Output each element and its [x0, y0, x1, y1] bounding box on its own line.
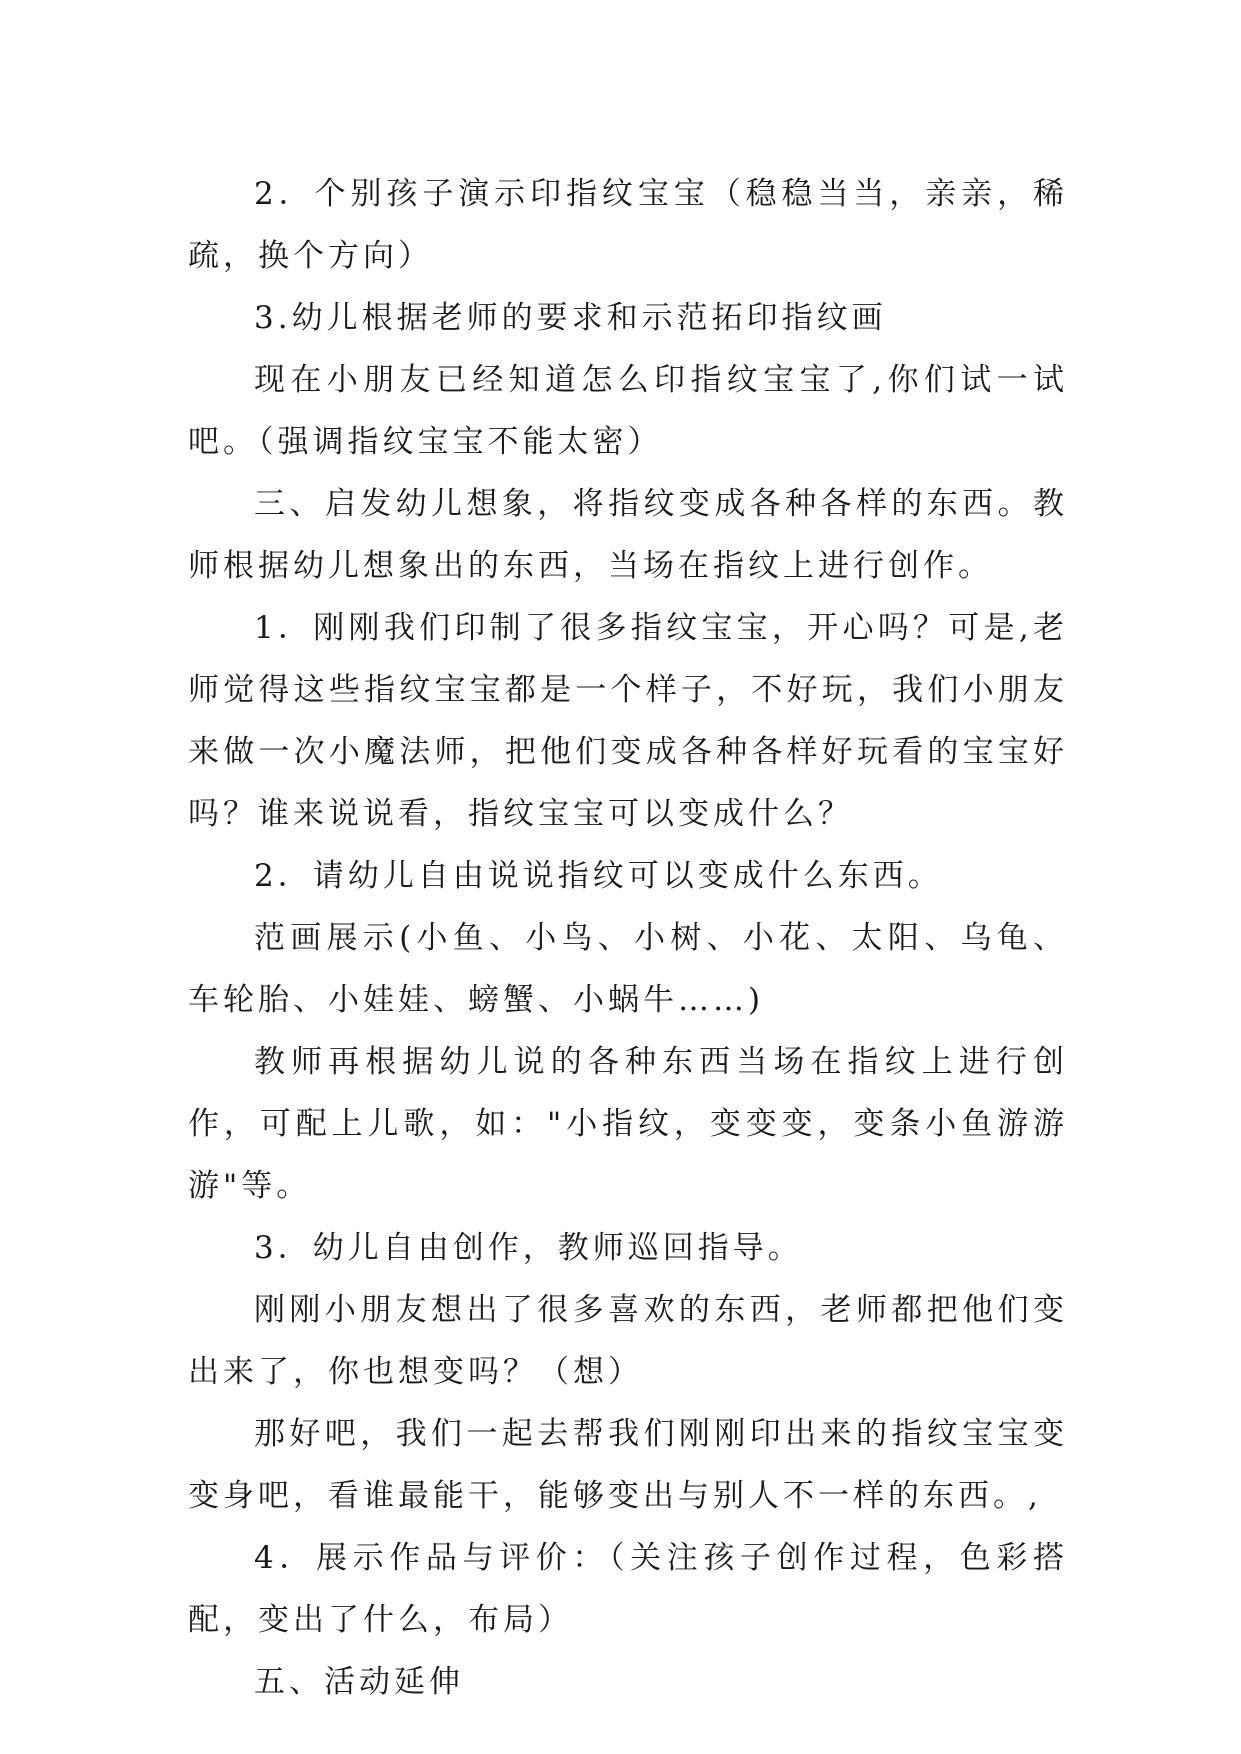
- paragraph: 3.幼儿根据老师的要求和示范拓印指纹画: [254, 300, 887, 336]
- paragraph: 2．个别孩子演示印指纹宝宝（稳稳当当，亲亲，稀疏，换个方向）: [188, 176, 1068, 274]
- paragraph: 1．刚刚我们印制了很多指纹宝宝，开心吗？可是,老师觉得这些指纹宝宝都是一个样子，不好玩，我们小朋友来做一次小魔法师，把他们变成各种各样好玩看的宝宝好吗？谁来说说看，指纹宝宝可以变成什么？: [188, 610, 1068, 832]
- paragraph: 五、活动延伸: [254, 1664, 464, 1700]
- paragraph: 范画展示(小鱼、小鸟、小树、小花、太阳、乌龟、车轮胎、小娃娃、螃蟹、小蜗牛……): [188, 920, 1068, 1018]
- document-body: [188, 163, 1068, 1713]
- paragraph: 3．幼儿自由创作，教师巡回指导。: [254, 1230, 803, 1266]
- paragraph: 4．展示作品与评价：（关注孩子创作过程，色彩搭配，变出了什么，布局）: [188, 1540, 1068, 1638]
- paragraph: 三、启发幼儿想象，将指纹变成各种各样的东西。教师根据幼儿想象出的东西，当场在指纹上进行创作。: [188, 486, 1068, 584]
- paragraph: 现在小朋友已经知道怎么印指纹宝宝了,你们试一试吧。（强调指纹宝宝不能太密）: [188, 362, 1068, 460]
- paragraph: 刚刚小朋友想出了很多喜欢的东西，老师都把他们变出来了，你也想变吗？（想）: [188, 1292, 1068, 1390]
- paragraph: 那好吧，我们一起去帮我们刚刚印出来的指纹宝宝变变身吧，看谁最能干，能够变出与别人不一样的东西。,: [188, 1416, 1068, 1514]
- paragraph: 教师再根据幼儿说的各种东西当场在指纹上进行创作，可配上儿歌，如："小指纹，变变变，变条小鱼游游游"等。: [188, 1044, 1068, 1204]
- paragraph: 2．请幼儿自由说说指纹可以变成什么东西。: [254, 858, 943, 894]
